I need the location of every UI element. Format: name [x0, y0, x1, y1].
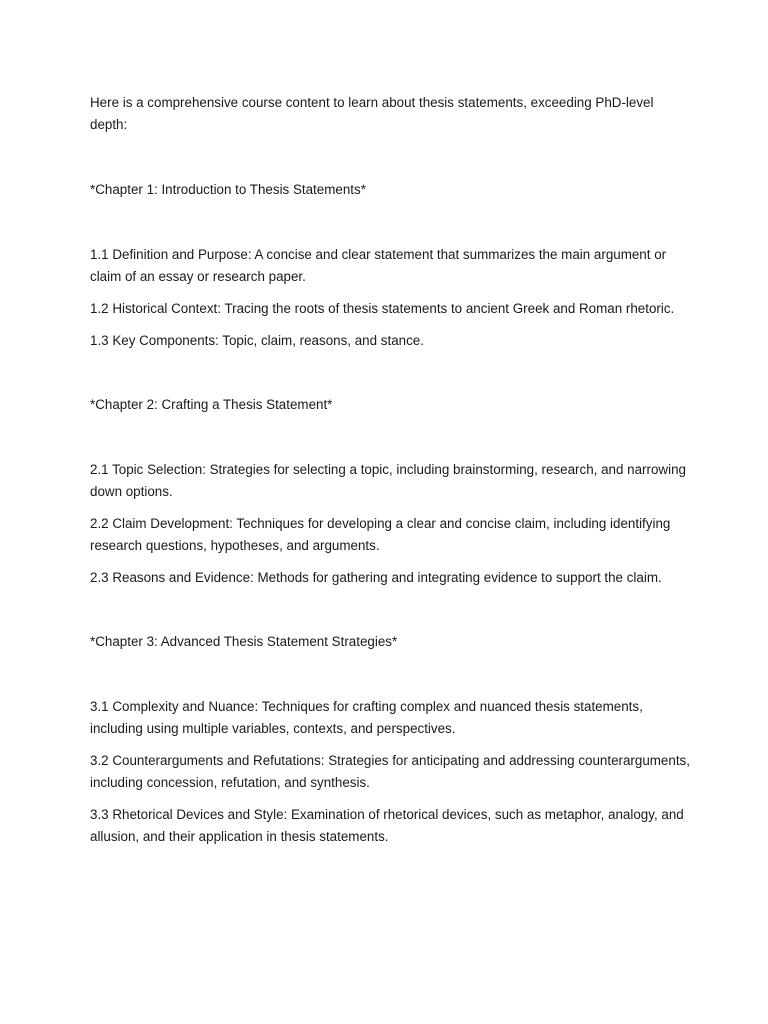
document-page [90, 92, 690, 858]
section-1-3: 1.3 Key Components: Topic, claim, reasons, and stance. [90, 333, 424, 348]
intro-paragraph: Here is a comprehensive course content to learn about thesis statements, exceeding PhD-level depth: [90, 95, 654, 132]
section-3-1: 3.1 Complexity and Nuance: Techniques for crafting complex and nuanced thesis statements, including using multiple variables, contexts, and perspectives. [90, 699, 643, 736]
section-1-1: 1.1 Definition and Purpose: A concise and clear statement that summarizes the main argument or claim of an essay or research paper. [90, 247, 667, 284]
section-2-2: 2.2 Claim Development: Techniques for developing a clear and concise claim, including identifying research questions, hypotheses, and arguments. [90, 516, 671, 553]
chapter-1-heading: *Chapter 1: Introduction to Thesis Statements* [90, 182, 366, 197]
section-2-1: 2.1 Topic Selection: Strategies for selecting a topic, including brainstorming, research, and narrowing down options. [90, 462, 686, 499]
section-1-2: 1.2 Historical Context: Tracing the roots of thesis statements to ancient Greek and Roman rhetoric. [90, 301, 675, 316]
section-2-3: 2.3 Reasons and Evidence: Methods for gathering and integrating evidence to support the claim. [90, 570, 662, 585]
chapter-3-heading: *Chapter 3: Advanced Thesis Statement Strategies* [90, 634, 398, 649]
chapter-2-heading: *Chapter 2: Crafting a Thesis Statement* [90, 397, 333, 412]
section-3-3: 3.3 Rhetorical Devices and Style: Examination of rhetorical devices, such as metaphor, analogy, and allusion, and their application in thesis statements. [90, 807, 684, 844]
section-3-2: 3.2 Counterarguments and Refutations: Strategies for anticipating and addressing counterarguments, including concession, refutation, and synthesis. [90, 753, 690, 790]
